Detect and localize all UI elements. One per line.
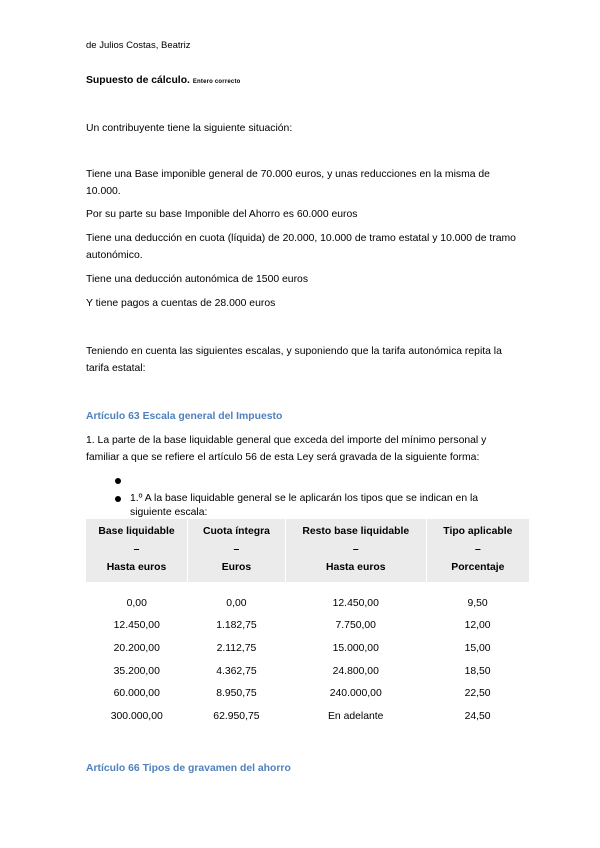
tax-scale-table [86, 519, 529, 728]
intro-text: Un contribuyente tiene la siguiente situación: [86, 123, 293, 134]
table-cell: 7.750,00 [335, 620, 376, 632]
bullet-item-1 [86, 492, 516, 520]
fact-5: Y tiene pagos a cuentas de 28.000 euros [86, 298, 276, 309]
table-row [86, 615, 529, 638]
header-base-liquidable: Base liquidable – Hasta euros [86, 519, 188, 583]
table-cell: 18,50 [464, 665, 491, 677]
table-cell: 60.000,00 [113, 688, 160, 700]
scales-intro: Teniendo en cuenta las siguientes escalas, y suponiendo que la tarifa autonómica repita la tarifa estatal: [86, 346, 502, 374]
table-cell: 24,50 [464, 710, 491, 722]
fact-3: Tiene una deducción en cuota (líquida) de 20.000, 10.000 de tramo estatal y 10.000 de tramo autonómico. [86, 233, 516, 261]
table-cell: 62.950,75 [213, 710, 260, 722]
header-tipo-aplicable: Tipo aplicable – Porcentaje [426, 519, 529, 583]
table-cell: 20.200,00 [113, 642, 160, 654]
fact-2: Por su parte su base Imponible del Ahorro es 60.000 euros [86, 209, 358, 220]
table-cell: 2.112,75 [216, 642, 257, 654]
table-cell: 9,50 [467, 597, 488, 609]
table-cell: 15.000,00 [332, 642, 379, 654]
table-cell: 4.362,75 [216, 665, 257, 677]
bullet-1-text: 1.º A la base liquidable general se le aplicarán los tipos que se indican en la siguiente escala: [130, 493, 479, 518]
table-row [86, 660, 529, 683]
document-title [86, 72, 241, 91]
table-cell: En adelante [328, 710, 384, 722]
bullet-dot-icon [115, 478, 121, 484]
article63-heading: Artículo 63 Escala general del Impuesto [86, 411, 283, 422]
table-cell: 35.200,00 [113, 665, 160, 677]
fact-1: Tiene una Base imponible general de 70.000 euros, y unas reducciones en la misma de 10.000. [86, 169, 490, 197]
table-row [86, 705, 529, 728]
title-note: Entero correcto [192, 79, 241, 85]
table-cell: 0,00 [226, 597, 247, 609]
bullet-item-empty [86, 474, 516, 488]
header-cuota-integra: Cuota íntegra – Euros [188, 519, 286, 583]
table-cell: 300.000,00 [110, 710, 163, 722]
table-cell: 22,50 [464, 688, 491, 700]
table-header-row [86, 519, 529, 583]
table-cell: 0,00 [126, 597, 147, 609]
author-line: de Julios Costas, Beatriz [86, 40, 191, 51]
fact-4: Tiene una deducción autonómica de 1500 euros [86, 274, 309, 285]
table-cell: 1.182,75 [216, 620, 257, 632]
table-row [86, 583, 529, 615]
table-cell: 12.450,00 [332, 597, 379, 609]
table-cell: 12.450,00 [113, 620, 160, 632]
header-resto-base: Resto base liquidable – Hasta euros [285, 519, 426, 583]
table-cell: 12,00 [464, 620, 491, 632]
table-row [86, 637, 529, 660]
bullet-dot-icon [115, 496, 121, 502]
table-cell: 8.950,75 [216, 688, 257, 700]
table-row [86, 682, 529, 705]
title-main: Supuesto de cálculo. [86, 75, 190, 86]
scale-bullet-list [86, 474, 516, 524]
table-cell: 240.000,00 [329, 688, 382, 700]
table-cell: 15,00 [464, 642, 491, 654]
table-cell: 24.800,00 [332, 665, 379, 677]
article63-paragraph: 1. La parte de la base liquidable general que exceda del importe del mínimo personal y familiar a que se refiere el artículo 56 de esta Ley será gravada de la siguiente forma: [86, 435, 487, 463]
article66-heading: Artículo 66 Tipos de gravamen del ahorro [86, 763, 291, 774]
